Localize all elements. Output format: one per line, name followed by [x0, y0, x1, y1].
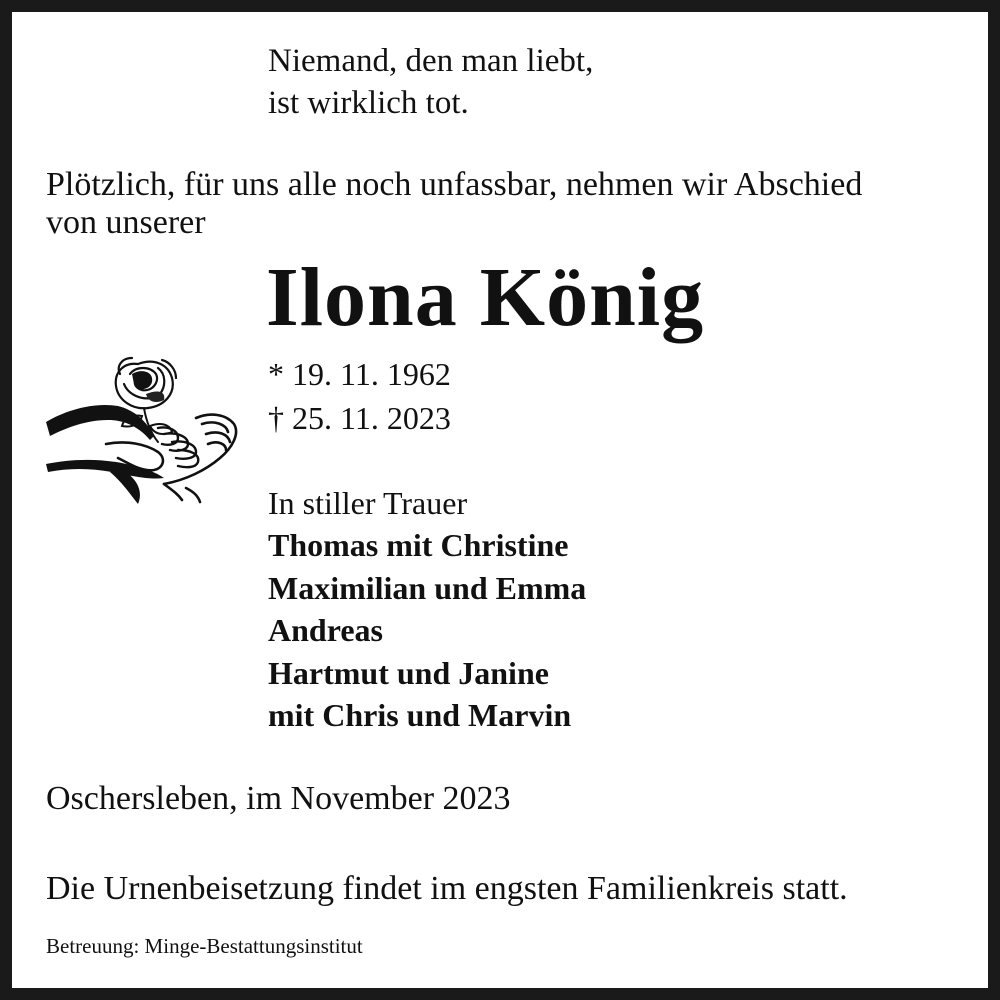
mourner-line: Andreas: [268, 612, 383, 648]
motto: [268, 40, 593, 124]
mourner-line: Thomas mit Christine: [268, 527, 569, 563]
place-and-date: Oschersleben, im November 2023: [46, 780, 511, 817]
mourner-line: mit Chris und Marvin: [268, 697, 572, 733]
motto-line-2: ist wirklich tot.: [268, 85, 469, 121]
intro-text: [46, 166, 862, 242]
mourners-list: [268, 524, 586, 737]
mourner-line: Maximilian und Emma: [268, 569, 587, 606]
mourner-line: Hartmut und Janine: [268, 654, 549, 691]
birth-date: * 19. 11. 1962: [268, 356, 451, 392]
burial-note: Die Urnenbeisetzung findet im engsten Familienkreis statt.: [46, 870, 848, 907]
life-dates: [268, 352, 451, 440]
rose-in-hands-icon: [46, 344, 242, 514]
intro-line-1: Plötzlich, für uns alle noch unfassbar, nehmen wir Abschied: [46, 166, 863, 203]
death-date: † 25. 11. 2023: [268, 400, 451, 436]
motto-line-1: Niemand, den man liebt,: [268, 43, 594, 79]
deceased-name: Ilona König: [266, 251, 705, 344]
undertaker-credit: Betreuung: Minge-Bestattungsinstitut: [46, 934, 363, 958]
intro-line-2: von unserer: [46, 204, 206, 241]
mourning-heading: In stiller Trauer: [268, 485, 468, 521]
